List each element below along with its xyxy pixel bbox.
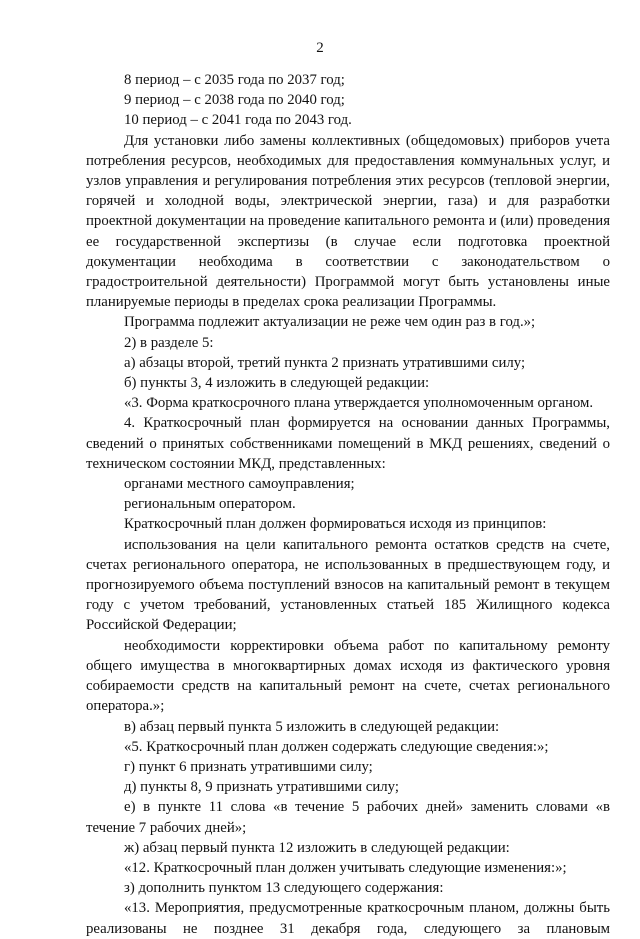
paragraph: Краткосрочный план должен формироваться исходя из принципов: bbox=[124, 516, 547, 533]
paragraph: в) абзац первый пункта 5 изложить в следующей редакции: bbox=[124, 718, 500, 735]
paragraph: 2) в разделе 5: bbox=[124, 334, 214, 351]
paragraph: Для установки либо замены коллективных (общедомовых) приборов учета потребления ресурсов, необходимых для предоставления коммунальных услуг, и узлов управления и регулирования потребления этих ресурсов (тепловой энергии, горячей и холодной воды, электрической энергии, газа) и для разработки проектной документации на проведение капитального ремонта и (или) проведения ее государственной экспертизы (в случае если подготовка проектной документации необходима в соответствии с законодательством о градостроительной деятельности) Программой могут быть установлены иные планируемые периоды в пределах срока реализации Программы. bbox=[86, 132, 610, 311]
paragraph: 4. Краткосрочный план формируется на основании данных Программы, сведений о принятых собственниками помещений в МКД решениях, сведений о техническом состоянии МКД, представленных: bbox=[86, 415, 610, 472]
paragraph: ж) абзац первый пункта 12 изложить в следующей редакции: bbox=[124, 839, 510, 856]
paragraph: 10 период – с 2041 года по 2043 год. bbox=[124, 112, 352, 129]
paragraph: з) дополнить пунктом 13 следующего содержания: bbox=[124, 880, 444, 897]
document-body bbox=[86, 70, 610, 939]
paragraph: Программа подлежит актуализации не реже чем один раз в год.»; bbox=[124, 314, 536, 331]
paragraph: использования на цели капитального ремонта остатков средств на счете, счетах регионального оператора, не использованных в предшествующем году, и прогнозируемого объема поступлений взносов на капитальный ремонт в текущем году с учетом требований, установленных статьей 185 Жилищного кодекса Российской Федерации; bbox=[86, 536, 610, 634]
paragraph: 9 период – с 2038 года по 2040 год; bbox=[124, 92, 345, 109]
paragraph: е) в пункте 11 слова «в течение 5 рабочих дней» заменить словами «в течение 7 рабочих дней»; bbox=[86, 799, 610, 836]
paragraph: «5. Краткосрочный план должен содержать следующие сведения:»; bbox=[124, 738, 549, 755]
paragraph: региональным оператором. bbox=[124, 496, 296, 513]
paragraph: необходимости корректировки объема работ по капитальному ремонту общего имущества в многоквартирных домах исходя из фактического уровня собираемости средств на капитальный ремонт на счете, счетах регионального оператора.»; bbox=[86, 637, 610, 715]
paragraph: «3. Форма краткосрочного плана утверждается уполномоченным органом. bbox=[124, 395, 594, 412]
paragraph: г) пункт 6 признать утратившими силу; bbox=[124, 758, 373, 775]
paragraph: а) абзацы второй, третий пункта 2 признать утратившими силу; bbox=[124, 354, 526, 371]
paragraph: органами местного самоуправления; bbox=[124, 476, 355, 493]
paragraph: «13. Мероприятия, предусмотренные краткосрочным планом, должны быть реализованы не позднее 31 декабря года, следующего за плановым bbox=[86, 900, 610, 937]
paragraph: д) пункты 8, 9 признать утратившими силу; bbox=[124, 779, 399, 796]
paragraph: б) пункты 3, 4 изложить в следующей редакции: bbox=[124, 375, 430, 392]
paragraph: 8 период – с 2035 года по 2037 год; bbox=[124, 72, 345, 88]
paragraph: «12. Краткосрочный план должен учитывать следующие изменения:»; bbox=[124, 859, 567, 876]
page-number: 2 bbox=[316, 40, 324, 56]
